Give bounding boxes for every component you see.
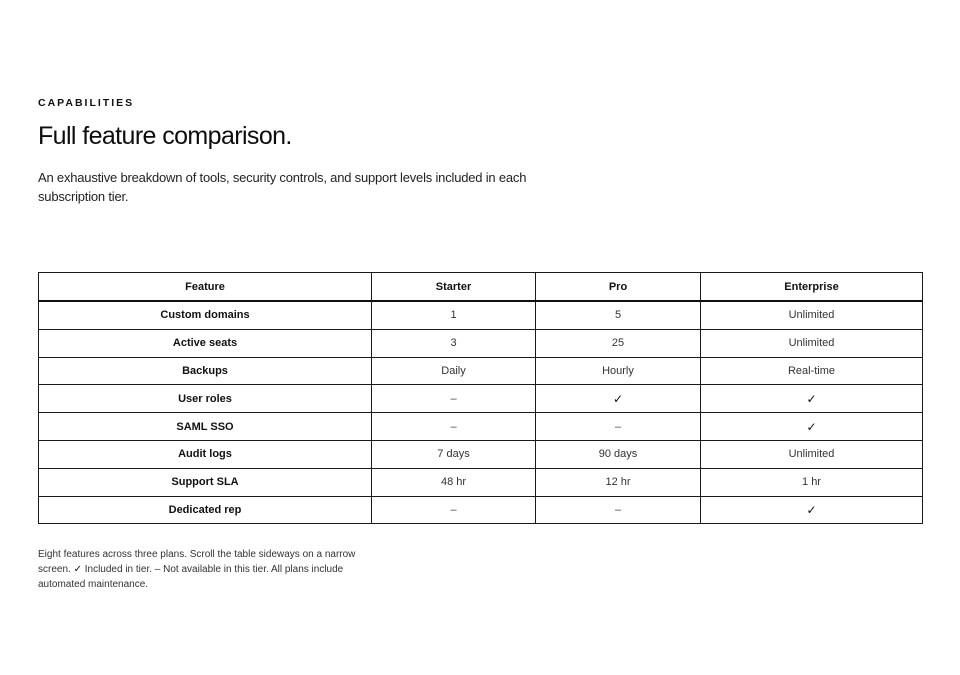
cell-starter: Daily bbox=[372, 357, 536, 385]
not-available-mark: – bbox=[372, 413, 536, 441]
included-check-icon: ✓ bbox=[701, 413, 923, 441]
cell-pro: 90 days bbox=[536, 440, 701, 468]
section-title: Full feature comparison. bbox=[38, 122, 292, 150]
column-header-feature: Feature bbox=[39, 273, 372, 302]
included-check-icon: ✓ bbox=[701, 385, 923, 413]
row-feature-name: Active seats bbox=[39, 329, 372, 357]
check-icon: ✓ bbox=[73, 564, 82, 575]
not-available-mark: – bbox=[536, 496, 701, 524]
row-feature-name: Support SLA bbox=[39, 468, 372, 496]
section-intro: An exhaustive breakdown of tools, security controls, and support levels included in each subscription tier. bbox=[38, 170, 527, 204]
footnote-text: Not available in this tier. All plans include automated maintenance. bbox=[38, 564, 344, 590]
cell-enterprise: Unlimited bbox=[701, 301, 923, 329]
table-row bbox=[39, 440, 923, 468]
table-body bbox=[39, 301, 923, 524]
cell-starter: 3 bbox=[372, 329, 536, 357]
cell-enterprise: 1 hr bbox=[701, 468, 923, 496]
column-header-enterprise: Enterprise bbox=[701, 273, 923, 302]
column-header-pro: Pro bbox=[536, 273, 701, 302]
section-eyebrow: CAPABILITIES bbox=[38, 97, 135, 109]
row-feature-name: Audit logs bbox=[39, 440, 372, 468]
cell-starter: 48 hr bbox=[372, 468, 536, 496]
row-feature-name: Custom domains bbox=[39, 301, 372, 329]
cell-enterprise: Unlimited bbox=[701, 440, 923, 468]
row-feature-name: User roles bbox=[39, 385, 372, 413]
cell-pro: 25 bbox=[536, 329, 701, 357]
footnote-text: Included in tier. bbox=[81, 564, 155, 575]
column-header-starter: Starter bbox=[372, 273, 536, 302]
cell-starter: 1 bbox=[372, 301, 536, 329]
table-header-row bbox=[39, 273, 923, 302]
row-feature-name: SAML SSO bbox=[39, 413, 372, 441]
not-available-mark: – bbox=[372, 385, 536, 413]
comparison-table bbox=[38, 272, 923, 524]
table-row bbox=[39, 301, 923, 329]
table-footnote bbox=[38, 547, 378, 592]
table-row bbox=[39, 468, 923, 496]
table-row bbox=[39, 329, 923, 357]
not-available-mark: – bbox=[536, 413, 701, 441]
table-row bbox=[39, 413, 923, 441]
row-feature-name: Dedicated rep bbox=[39, 496, 372, 524]
row-feature-name: Backups bbox=[39, 357, 372, 385]
included-check-icon: ✓ bbox=[536, 385, 701, 413]
table-row bbox=[39, 385, 923, 413]
table-header bbox=[39, 273, 923, 302]
table-row bbox=[39, 357, 923, 385]
footnote-text: Eight features across three plans. Scroll the table sideways on a narrow screen. bbox=[38, 549, 356, 575]
comparison-table-scroll[interactable] bbox=[38, 272, 922, 524]
included-check-icon: ✓ bbox=[701, 496, 923, 524]
table-row bbox=[39, 496, 923, 524]
cell-pro: Hourly bbox=[536, 357, 701, 385]
cell-enterprise: Real-time bbox=[701, 357, 923, 385]
cell-pro: 5 bbox=[536, 301, 701, 329]
dash-icon: – bbox=[154, 564, 161, 575]
cell-enterprise: Unlimited bbox=[701, 329, 923, 357]
cell-pro: 12 hr bbox=[536, 468, 701, 496]
cell-starter: 7 days bbox=[372, 440, 536, 468]
not-available-mark: – bbox=[372, 496, 536, 524]
